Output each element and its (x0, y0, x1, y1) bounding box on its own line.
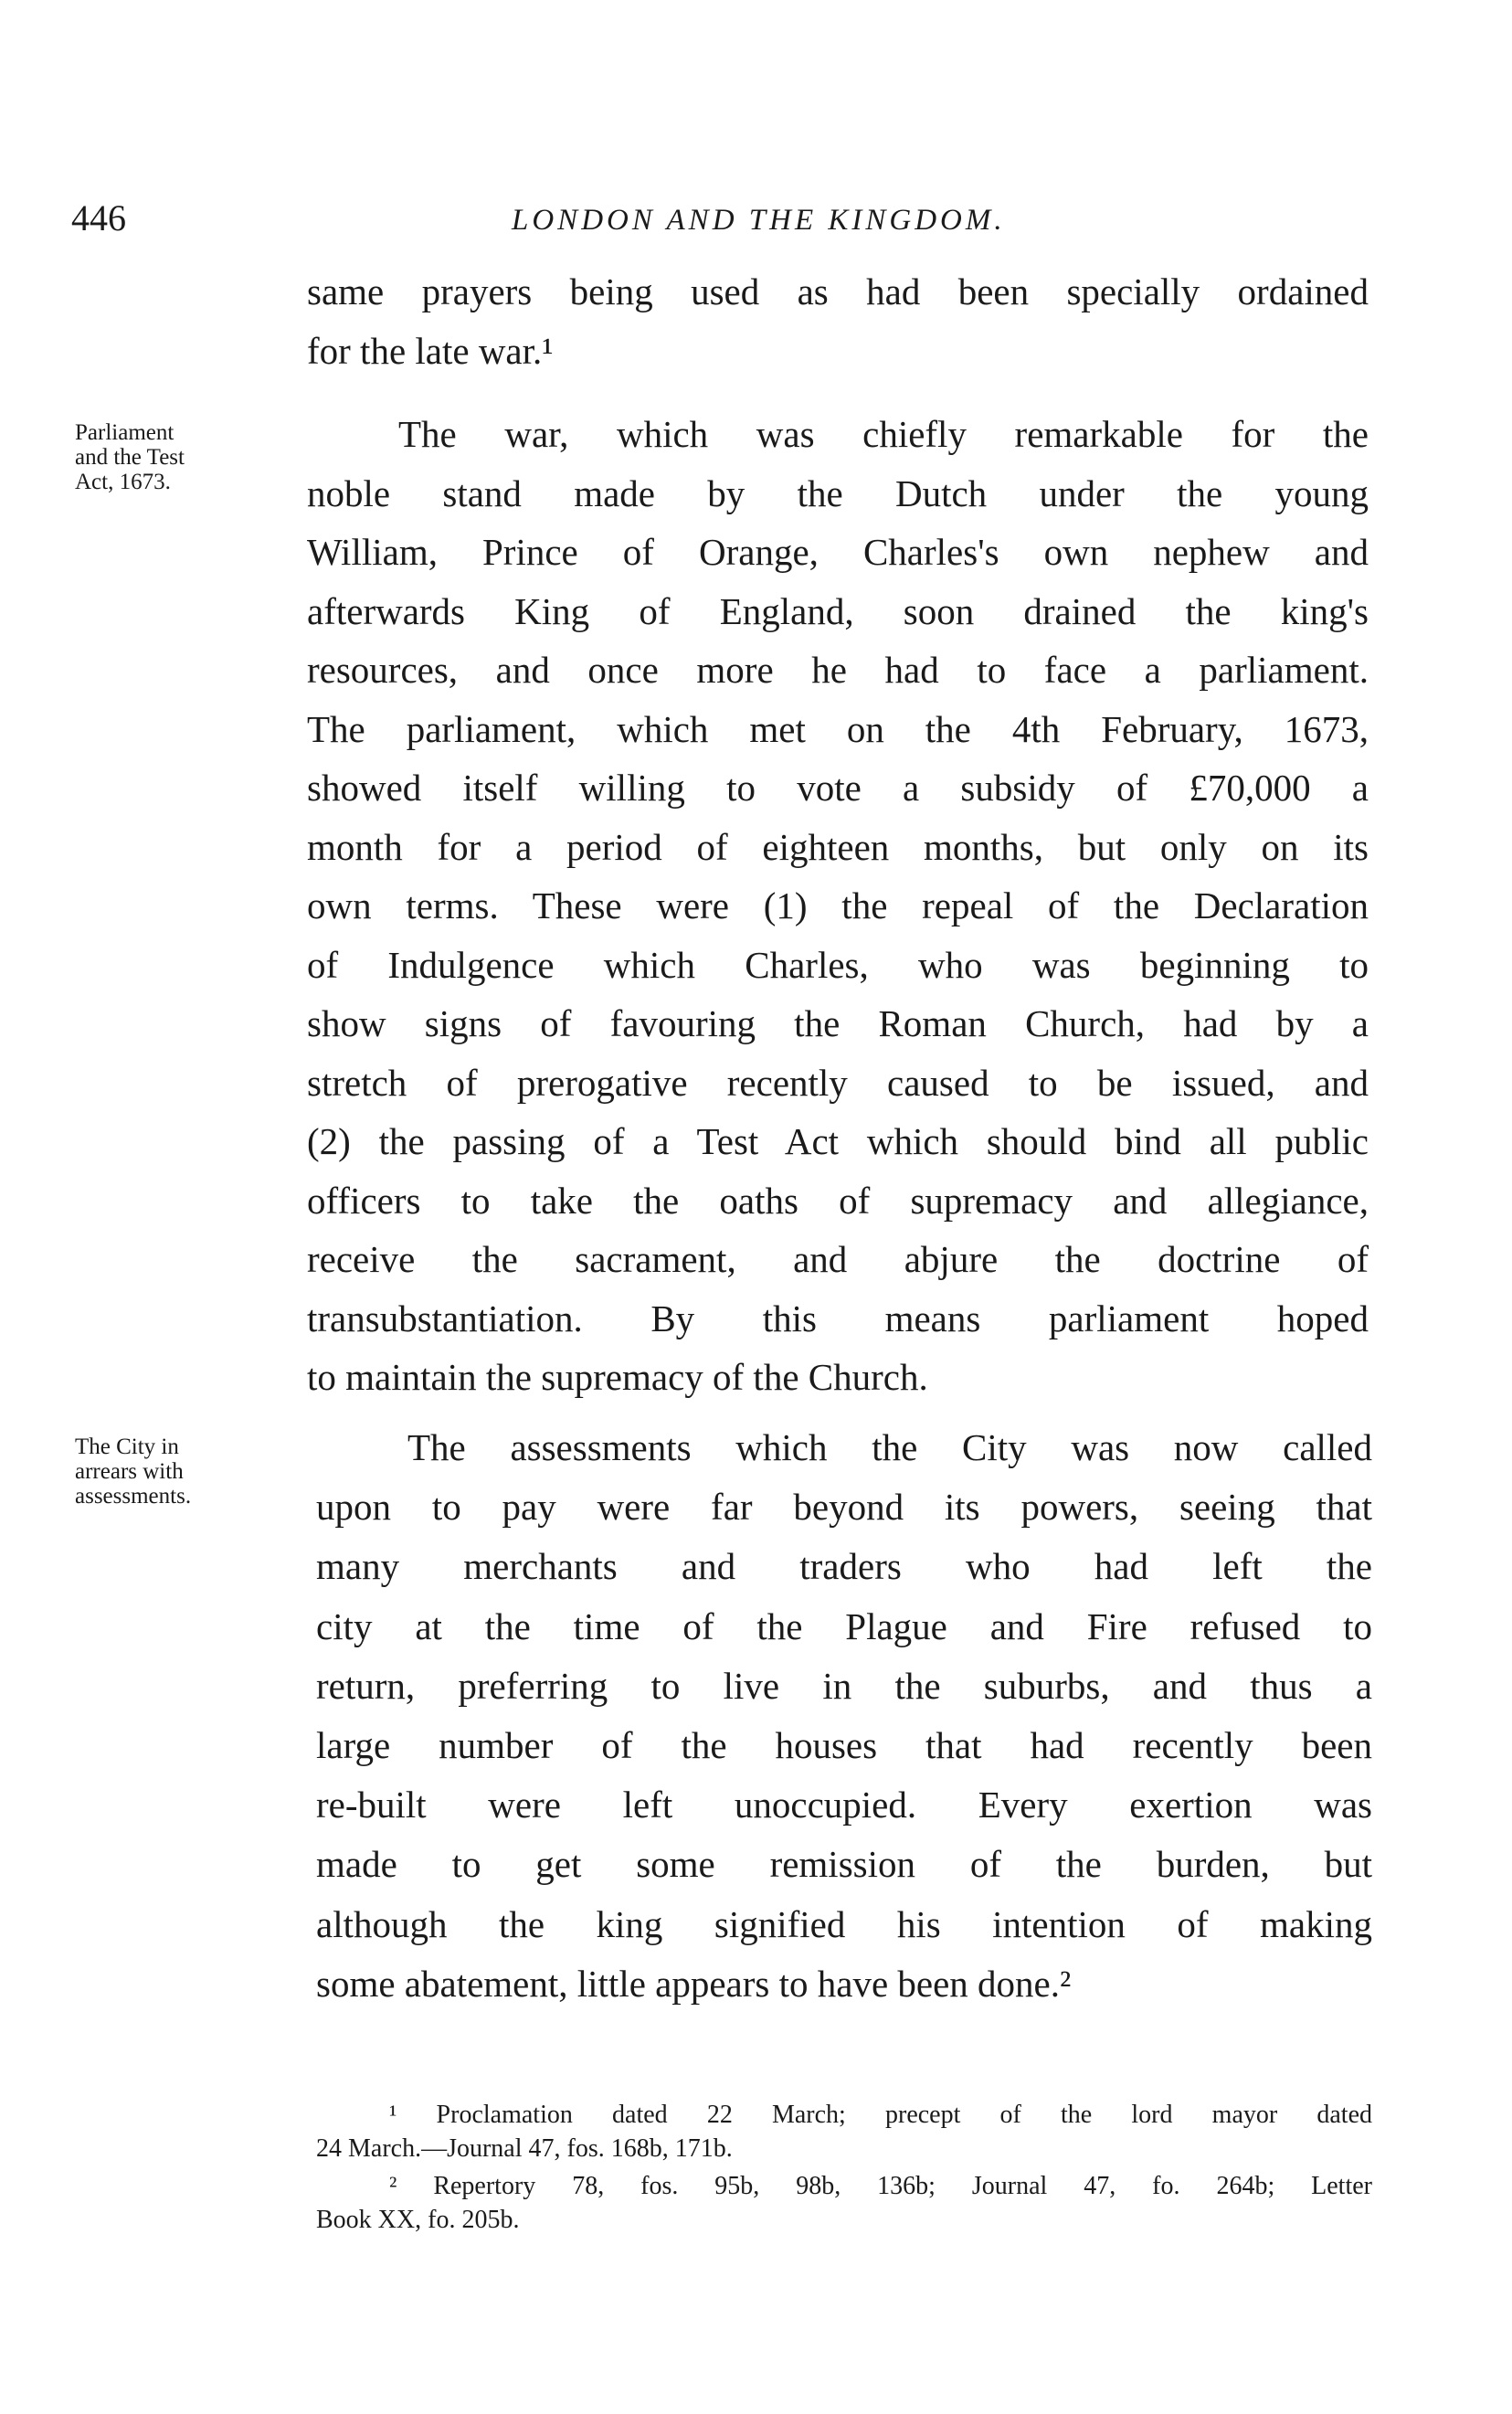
paragraph (307, 262, 1369, 380)
margin-note-line: Act, 1673. (75, 470, 171, 494)
footnote (316, 2169, 1372, 2237)
text-line: The war, which was chiefly remarkable for the (398, 413, 1369, 455)
text-line: transubstantiation. By this means parliament hoped (307, 1297, 1369, 1339)
text-line: (2) the passing of a Test Act which should bind all public (307, 1120, 1369, 1162)
text-line: Book XX, fo. 205b. (316, 2206, 520, 2234)
text-line: William, Prince of Orange, Charles's own nephew and (307, 531, 1369, 573)
margin-note (75, 420, 185, 494)
margin-note-line: The City in (75, 1435, 179, 1459)
text-line: return, preferring to live in the suburbs, and thus a (316, 1664, 1372, 1707)
margin-note-line: arrears with (75, 1459, 184, 1484)
footnote (316, 2098, 1372, 2165)
text-line: for the late war.¹ (307, 329, 554, 372)
text-line: to maintain the supremacy of the Church. (307, 1356, 928, 1398)
text-line: receive the sacrament, and abjure the doctrine of (307, 1238, 1369, 1280)
text-line: The parliament, which met on the 4th February, 1673, (307, 707, 1369, 750)
text-line: ¹ Proclamation dated 22 March; precept of the lord mayor dated (389, 2101, 1372, 2129)
text-line: own terms. These were (1) the repeal of the Declaration (307, 884, 1369, 926)
margin-note-line: and the Test (75, 445, 185, 470)
margin-note-line: assessments. (75, 1484, 192, 1509)
text-line: month for a period of eighteen months, but only on its (307, 825, 1369, 868)
paragraph (307, 405, 1369, 1407)
text-line: showed itself willing to vote a subsidy of £70,000 a (307, 767, 1369, 809)
text-line: re-built were left unoccupied. Every exertion was (316, 1784, 1372, 1826)
text-line: upon to pay were far beyond its powers, seeing that (316, 1486, 1372, 1529)
paragraph (316, 1418, 1372, 2014)
page-number: 446 (71, 197, 126, 238)
text-line: officers to take the oaths of supremacy and allegiance, (307, 1179, 1369, 1222)
text-line: city at the time of the Plague and Fire refused to (316, 1604, 1372, 1647)
text-line: large number of the houses that had recently been (316, 1724, 1372, 1767)
running-head: LONDON AND THE KINGDOM. (512, 204, 1006, 237)
text-line: resources, and once more he had to face a parliament. (307, 649, 1369, 691)
text-line: The assessments which the City was now called (407, 1426, 1372, 1468)
text-line: some abatement, little appears to have been done.² (316, 1962, 1072, 2005)
text-line: show signs of favouring the Roman Church, had by a (307, 1002, 1369, 1044)
text-line: many merchants and traders who had left the (316, 1545, 1372, 1588)
text-line: although the king signified his intention of making (316, 1902, 1372, 1945)
text-line: 24 March.—Journal 47, fos. 168b, 171b. (316, 2134, 733, 2163)
text-line: ² Repertory 78, fos. 95b, 98b, 136b; Journal 47, fo. 264b; Letter (389, 2172, 1372, 2200)
margin-note (75, 1435, 191, 1509)
text-line: same prayers being used as had been specially ordained (307, 270, 1369, 312)
text-line: made to get some remission of the burden, but (316, 1843, 1372, 1886)
text-line: afterwards King of England, soon drained the king's (307, 589, 1369, 632)
text-line: stretch of prerogative recently caused to be issued, and (307, 1061, 1369, 1104)
margin-note-line: Parliament (75, 420, 174, 445)
text-line: noble stand made by the Dutch under the young (307, 471, 1369, 514)
text-line: of Indulgence which Charles, who was beginning to (307, 943, 1369, 986)
